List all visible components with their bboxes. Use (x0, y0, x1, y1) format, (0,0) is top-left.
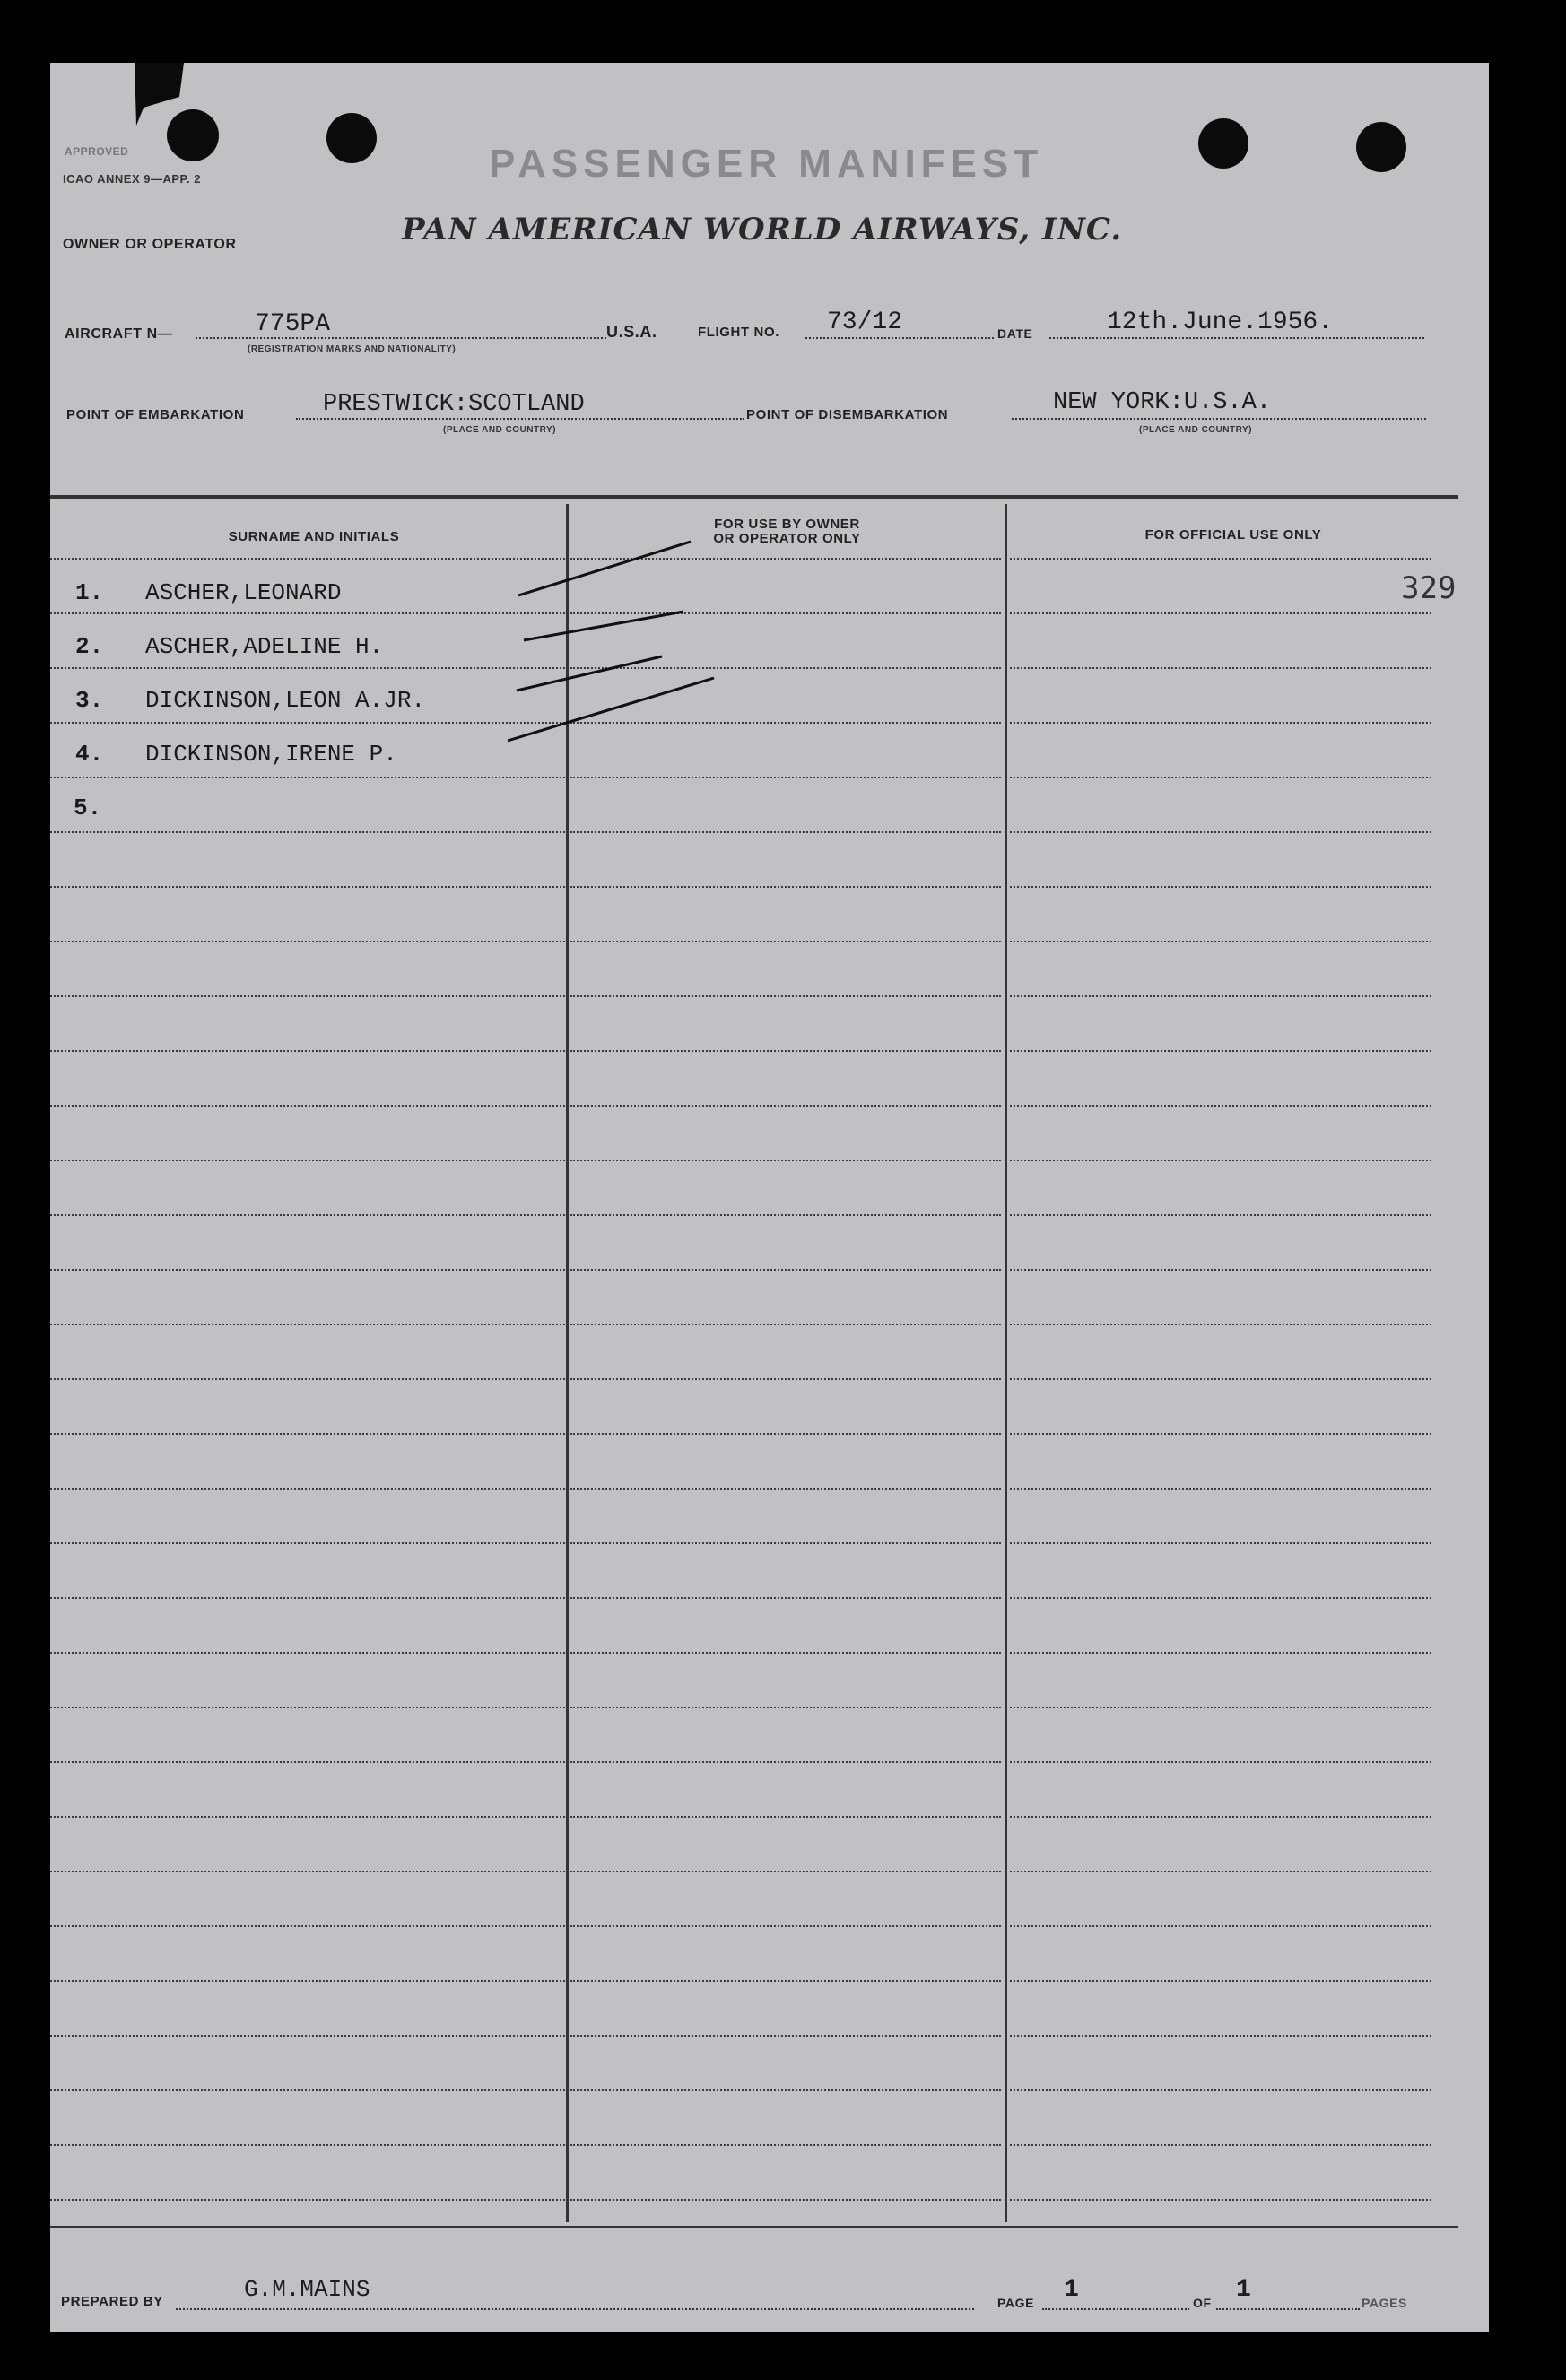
embarkation-label: POINT OF EMBARKATION (66, 407, 245, 422)
flight-date: 12th.June.1956. (1107, 308, 1334, 336)
pages-label: PAGES (1362, 2296, 1407, 2310)
check-mark-3 (517, 656, 662, 691)
aircraft-sublabel: (REGISTRATION MARKS AND NATIONALITY) (248, 344, 457, 354)
passenger-1-number: 1. (75, 579, 104, 606)
passenger-2-number: 2. (75, 633, 104, 660)
passenger-3-number: 3. (75, 687, 104, 714)
passenger-4-number: 4. (75, 741, 104, 768)
flight-label: FLIGHT NO. (698, 325, 779, 340)
embarkation-sublabel: (PLACE AND COUNTRY) (443, 425, 556, 435)
check-mark-4 (508, 678, 714, 741)
owner-use-column-header-2: OR OPERATOR ONLY (713, 531, 861, 546)
owner-label: OWNER OR OPERATOR (63, 237, 237, 252)
owner-use-column-header: FOR USE BY OWNER (714, 517, 860, 532)
page-label: PAGE (997, 2296, 1035, 2310)
approval-note: APPROVED (65, 145, 129, 158)
embarkation-point: PRESTWICK:SCOTLAND (323, 391, 585, 418)
of-label: OF (1193, 2296, 1212, 2310)
aircraft-registration: 775PA (255, 310, 331, 338)
check-mark-1 (518, 542, 691, 595)
aircraft-label: AIRCRAFT N— (65, 326, 173, 342)
official-number: 329 (1401, 570, 1457, 606)
passenger-1-name: ASCHER,LEONARD (145, 579, 342, 606)
official-use-column-header: FOR OFFICIAL USE ONLY (1144, 527, 1322, 543)
disembarkation-label: POINT OF DISEMBARKATION (746, 407, 949, 422)
page-title: PASSENGER MANIFEST (489, 142, 1044, 186)
passenger-3-name: DICKINSON,LEON A.JR. (145, 687, 426, 714)
page-underline (1042, 2308, 1189, 2310)
prepared-by-label: PREPARED BY (61, 2294, 163, 2309)
disembarkation-sublabel: (PLACE AND COUNTRY) (1139, 425, 1252, 435)
usa-label: U.S.A. (606, 323, 657, 341)
passenger-4-name: DICKINSON,IRENE P. (145, 741, 397, 768)
page-total: 1 (1236, 2276, 1251, 2304)
disembarkation-point: NEW YORK:U.S.A. (1053, 389, 1272, 416)
check-mark-2 (524, 612, 683, 640)
prepared-by-underline (176, 2308, 974, 2310)
surname-column-header: SURNAME AND INITIALS (228, 529, 400, 544)
icao-annex-note: ICAO ANNEX 9—APP. 2 (63, 172, 201, 186)
page-number: 1 (1064, 2276, 1079, 2304)
passenger-5-number: 5. (74, 795, 102, 821)
date-label: DATE (997, 326, 1033, 341)
flight-number: 73/12 (827, 308, 903, 336)
operator-name: PAN AMERICAN WORLD AIRWAYS, INC. (402, 212, 1123, 248)
total-underline (1216, 2308, 1360, 2310)
prepared-by-name: G.M.MAINS (244, 2276, 370, 2303)
passenger-2-name: ASCHER,ADELINE H. (145, 633, 384, 660)
